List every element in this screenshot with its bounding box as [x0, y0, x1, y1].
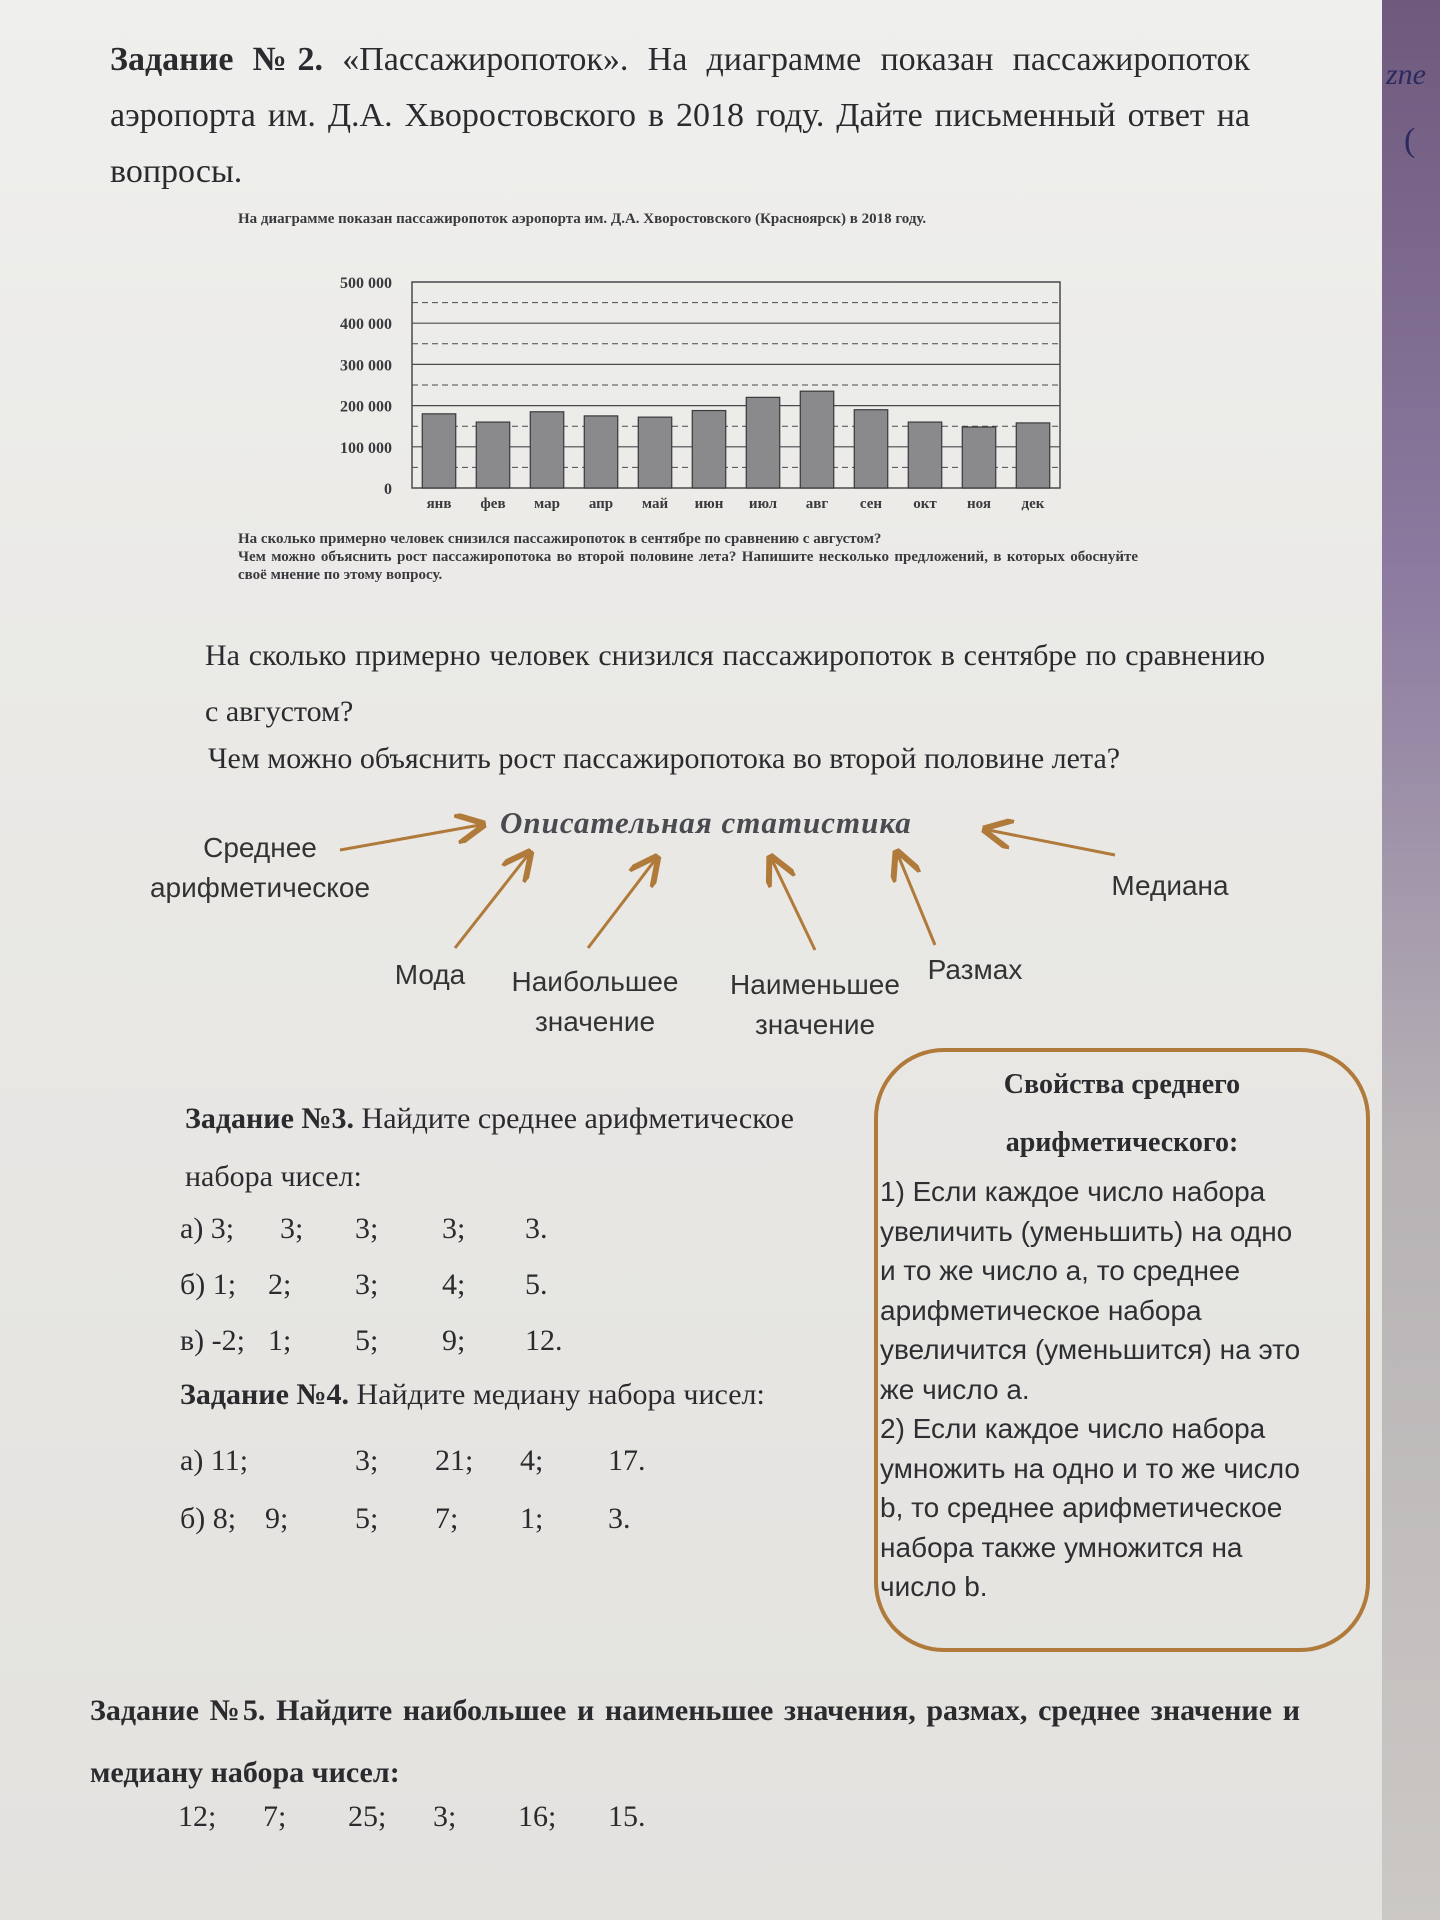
label-mean-line2: арифметическое — [149, 872, 371, 903]
x-tick-label: янв — [426, 496, 452, 512]
handwritten-mark-2: ( — [1404, 122, 1416, 159]
label-max-line1: Наибольшее — [511, 966, 679, 997]
task3-heading: Задание №3. — [185, 1102, 355, 1135]
num-cell: 7; — [435, 1502, 459, 1535]
diagram-title: Описательная статистика — [500, 805, 912, 840]
label-max-line2: значение — [534, 1006, 656, 1037]
num-cell: 5; — [355, 1502, 379, 1535]
num-cell: 12. — [525, 1324, 563, 1357]
arrow-min — [772, 860, 815, 950]
x-tick-label: июн — [694, 496, 724, 512]
num-cell: 3; — [355, 1212, 379, 1245]
properties-title-line2: арифметического: — [1005, 1127, 1239, 1158]
num-cell: 4; — [520, 1444, 544, 1477]
task2-heading: Задание №2. — [110, 41, 324, 78]
task4-header — [180, 1378, 765, 1412]
task4-text: Найдите медиану набора чисел: — [356, 1378, 765, 1411]
num-cell: 15. — [608, 1800, 646, 1833]
x-tick-label: авг — [805, 496, 829, 512]
properties-text: 1) Если каждое число набора увеличить (уменьшить) на одно и то же число а, то среднее арифметическое набора увеличится (уменьшится) на это же число а. 2) Если каждое число набора умножить на одно и то же число b, то среднее арифметическое набора также умножится на число b. — [880, 1176, 1301, 1602]
task4-heading: Задание №4. — [180, 1378, 350, 1411]
task5-text — [90, 1680, 1300, 1804]
x-tick-label: апр — [588, 496, 614, 512]
y-tick-label: 400 000 — [340, 316, 392, 334]
properties-title-line1: Свойства среднего — [1003, 1069, 1241, 1100]
num-cell: б) 1; — [180, 1268, 237, 1301]
task3-header — [185, 1090, 794, 1206]
x-tick-label: май — [641, 496, 669, 512]
num-cell: а) 11; — [180, 1444, 249, 1477]
num-cell: 21; — [435, 1444, 474, 1477]
label-mean-line1: Среднее — [203, 832, 317, 863]
y-tick-label: 500 000 — [340, 275, 392, 292]
y-tick-label: 200 000 — [340, 398, 392, 416]
arrow-range — [898, 855, 935, 945]
num-cell: 16; — [518, 1800, 557, 1833]
num-cell: 17. — [608, 1444, 646, 1477]
num-cell: 3. — [608, 1502, 631, 1535]
num-cell: 5; — [355, 1324, 379, 1357]
properties-title — [874, 1056, 1370, 1172]
num-cell: 9; — [265, 1502, 289, 1535]
num-cell: 3; — [442, 1212, 466, 1245]
y-tick-label: 100 000 — [340, 439, 392, 457]
arrow-mode — [455, 855, 528, 948]
num-cell: 7; — [263, 1800, 287, 1833]
num-cell: 5. — [525, 1268, 548, 1301]
label-min-line2: значение — [754, 1009, 876, 1040]
num-cell: 3. — [525, 1212, 548, 1245]
x-tick-label: ноя — [967, 496, 991, 512]
label-range: Размах — [927, 954, 1023, 985]
label-min-line1: Наименьшее — [730, 969, 900, 1000]
num-cell: 1; — [520, 1502, 544, 1535]
num-cell: 3; — [355, 1268, 379, 1301]
num-cell: 1; — [268, 1324, 292, 1357]
label-median: Медиана — [1111, 870, 1229, 901]
task3-text-line2: набора чисел: — [185, 1160, 362, 1193]
arrow-max — [588, 860, 655, 948]
num-cell: 12; — [178, 1800, 217, 1833]
num-cell: б) 8; — [180, 1502, 237, 1535]
num-cell: 2; — [268, 1268, 292, 1301]
num-cell: 4; — [442, 1268, 466, 1301]
task3-text-line1: Найдите среднее арифметическое — [361, 1102, 794, 1135]
task5-body: Найдите наибольшее и наименьшее значения, размах, среднее значение и медиану набора чисел: — [90, 1694, 1300, 1789]
label-max — [500, 962, 690, 1042]
chart-question-1: На сколько примерно человек снизился пассажиропоток в сентябре по сравнению с августом? — [238, 531, 882, 547]
chart-question-2: Чем можно объяснить рост пассажиропотока во второй половине лета? Напишите несколько предложений, в которых обоснуйте своё мнение по этому вопросу. — [238, 549, 1138, 583]
num-cell: 9; — [442, 1324, 466, 1357]
num-cell: 25; — [348, 1800, 387, 1833]
chart-caption: На диаграмме показан пассажиропоток аэропорта им. Д.А. Хворостовского (Красноярск) в 2018 году. — [238, 211, 927, 227]
task5-heading: Задание №5. — [90, 1694, 266, 1727]
x-tick-label: мар — [534, 496, 560, 512]
question-2: Чем можно объяснить рост пассажиропотока во второй половине лета? — [208, 742, 1121, 775]
label-mean — [140, 828, 380, 908]
num-cell: в) -2; — [180, 1324, 245, 1357]
x-tick-label: дек — [1021, 496, 1045, 512]
num-cell: 3; — [280, 1212, 304, 1245]
x-tick-label: фев — [480, 496, 506, 512]
x-tick-label: окт — [913, 496, 937, 512]
y-tick-label: 300 000 — [340, 357, 392, 375]
num-cell: 3; — [355, 1444, 379, 1477]
task2-body: «Пассажиропоток». На диаграмме показан пассажиропоток аэропорта им. Д.А. Хворостовского в 2018 году. Дайте письменный ответ на вопросы. — [110, 41, 1250, 190]
label-min — [720, 965, 910, 1045]
label-mode: Мода — [394, 959, 466, 990]
num-cell: а) 3; — [180, 1212, 235, 1245]
arrow-median — [988, 830, 1115, 855]
y-tick-label: 0 — [384, 481, 392, 498]
x-tick-label: июл — [748, 496, 778, 512]
question-1: На сколько примерно человек снизился пассажиропоток в сентябре по сравнению с августом? — [205, 639, 1265, 728]
num-cell: 3; — [433, 1800, 457, 1833]
x-tick-label: сен — [859, 496, 883, 512]
handwritten-mark: zne — [1386, 58, 1426, 91]
